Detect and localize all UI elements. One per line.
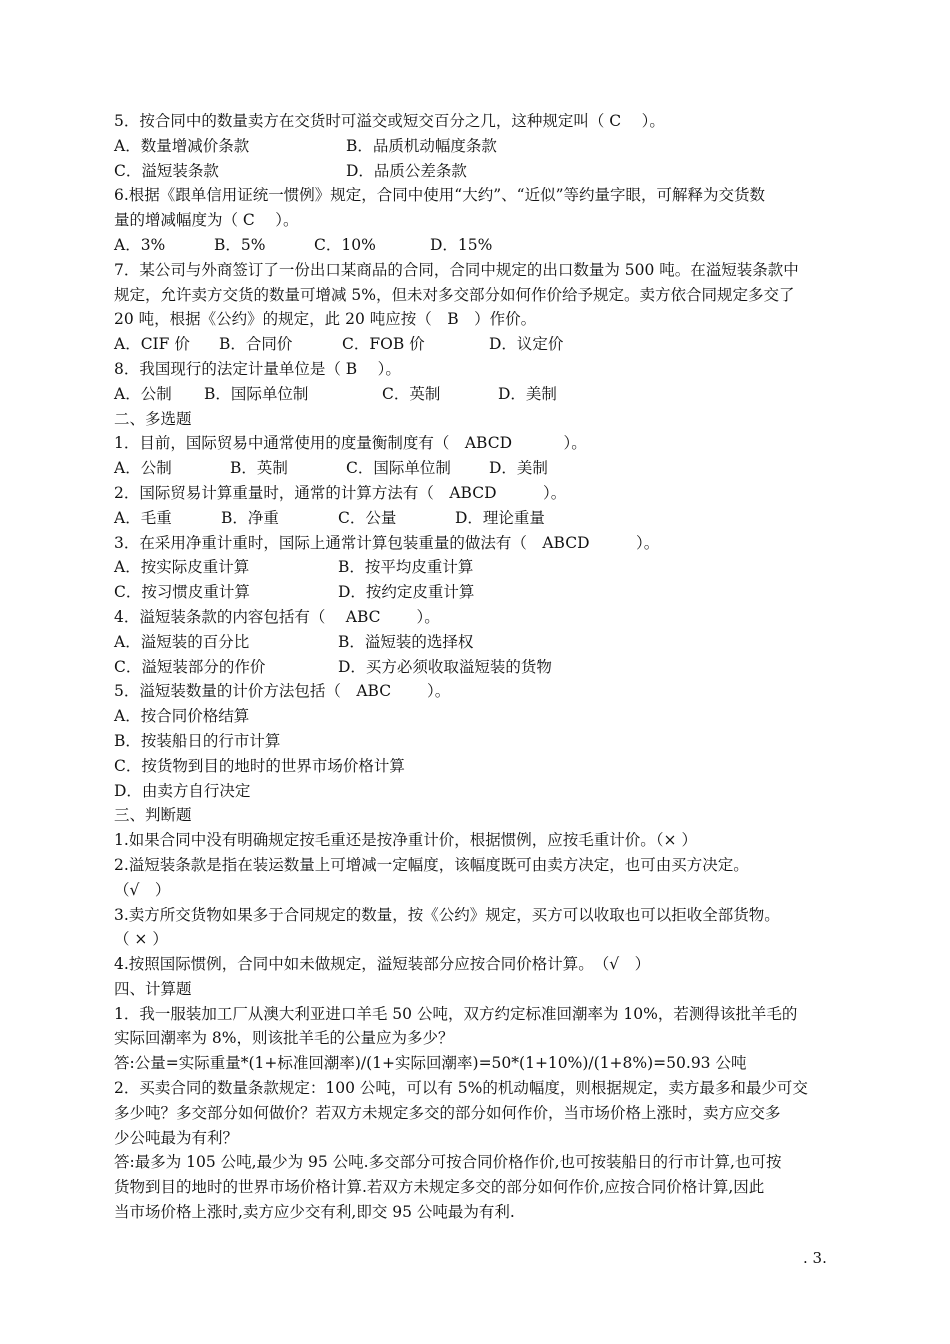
options-s1-6: [114, 233, 836, 258]
option-a: A．按实际皮重计算: [114, 558, 250, 577]
option-d: D．议定价: [489, 335, 564, 354]
options-s1-5: [114, 134, 836, 159]
question-s1-5: 5．按合同中的数量卖方在交货时可溢交或短交百分之几，这种规定叫（ C ）。: [114, 112, 665, 130]
calc-2-line3: 少公吨最为有利？: [114, 1128, 239, 1147]
question-s1-7-line2: 规定，允许卖方交货的数量可增减 5%，但未对多交部分如何作价给予规定。卖方依合同规定多交了: [114, 285, 795, 304]
section-heading-calculation: 四、计算题: [114, 979, 192, 998]
option-b: B．5%: [214, 235, 266, 254]
option-d: D．15%: [430, 235, 493, 254]
calc-2-answer-line3: 当市场价格上涨时,卖方应少交有利,即交 95 公吨最为有利.: [114, 1203, 515, 1222]
option-c: C．公量: [338, 508, 397, 527]
question-s1-6-line1: 6.根据《跟单信用证统一惯例》规定，合同中使用“大约”、“近似”等约量字眼，可解释为交货数: [114, 186, 765, 205]
option-a: A．3%: [114, 235, 166, 254]
option-b: B．英制: [230, 459, 288, 478]
question-s1-7-line1: 7．某公司与外商签订了一份出口某商品的合同，合同中规定的出口数量为 500 吨。在溢短装条款中: [114, 260, 799, 279]
judgment-2-line2: （√ ）: [114, 880, 171, 899]
option-a: A．CIF 价: [114, 335, 190, 354]
option-d: D．由卖方自行决定: [114, 781, 251, 800]
option-c: C．溢短装部分的作价: [114, 657, 266, 676]
option-d: D．买方必须收取溢短装的货物: [338, 657, 552, 676]
question-s1-8: 8．我国现行的法定计量单位是（ B ）。: [114, 359, 401, 378]
options-s2-2: [114, 506, 836, 531]
calc-2-answer-line2: 货物到目的地时的世界市场价格计算.若双方未规定多交的部分如何作价,应按合同价格计算,因此: [114, 1178, 765, 1197]
options-s1-5b: [114, 159, 836, 184]
page-content: [114, 109, 836, 1225]
option-b: B．品质机动幅度条款: [346, 136, 497, 155]
option-a: A．公制: [114, 459, 172, 478]
option-a: A．毛重: [114, 508, 172, 527]
option-a: A．公制: [114, 384, 172, 403]
option-d: D．品质公差条款: [346, 161, 467, 180]
options-s2-4b: [114, 655, 836, 680]
options-s2-3: [114, 555, 836, 580]
section-heading-true-false: 三、判断题: [114, 806, 192, 825]
judgment-1: 1.如果合同中没有明确规定按毛重还是按净重计价，根据惯例，应按毛重计价。（× ）: [114, 831, 697, 850]
options-s2-4: [114, 630, 836, 655]
section-heading-multiple-choice: 二、多选题: [114, 409, 192, 428]
page-number: . 3.: [803, 1249, 827, 1267]
calc-1-line1: 1．我一服装加工厂从澳大利亚进口羊毛 50 公吨，双方约定标准回潮率为 10%，若测得该批羊毛的: [114, 1004, 798, 1023]
option-b: B．国际单位制: [204, 384, 309, 403]
options-s2-1: [114, 456, 836, 481]
question-s2-4: 4．溢短装条款的内容包括有（ ABC ）。: [114, 607, 440, 626]
judgment-3-line2: （ × ）: [114, 930, 168, 949]
option-b: B．溢短装的选择权: [338, 632, 474, 651]
calc-2-line2: 多少吨？多交部分如何做价？若双方未规定多交的部分如何作价，当市场价格上涨时，卖方应交多: [114, 1103, 781, 1122]
option-b: B．按平均皮重计算: [338, 558, 474, 577]
question-s2-1: 1．目前，国际贸易中通常使用的度量衡制度有（ ABCD ）。: [114, 434, 587, 453]
calc-1-line2: 实际回潮率为 8%，则该批羊毛的公量应为多少？: [114, 1029, 454, 1048]
option-c: C．国际单位制: [346, 459, 451, 478]
option-a: A．数量增减价条款: [114, 136, 250, 155]
option-a: A．按合同价格结算: [114, 707, 250, 726]
option-c: C．FOB 价: [342, 335, 425, 354]
question-s1-6-line2: 量的增减幅度为（ C ）。: [114, 211, 299, 230]
judgment-2-line1: 2.溢短装条款是指在装运数量上可增减一定幅度，该幅度既可由卖方决定，也可由买方决定。: [114, 855, 749, 874]
option-c: C．英制: [382, 384, 441, 403]
option-d: D．美制: [489, 459, 548, 478]
option-d: D．理论重量: [455, 508, 545, 527]
question-s2-2: 2．国际贸易计算重量时，通常的计算方法有（ ABCD ）。: [114, 483, 567, 502]
option-b: B．合同价: [219, 335, 293, 354]
calc-2-answer-line1: 答:最多为 105 公吨,最少为 95 公吨.多交部分可按合同价格作价,也可按装船日的行市计算,也可按: [114, 1153, 782, 1172]
option-c: C．溢短装条款: [114, 161, 219, 180]
option-b: B．净重: [221, 508, 279, 527]
options-s1-8: [114, 382, 836, 407]
question-s2-3: 3．在采用净重计重时，国际上通常计算包装重量的做法有（ ABCD ）。: [114, 533, 660, 552]
option-c: C．按习惯皮重计算: [114, 583, 250, 602]
option-c: C．按货物到目的地时的世界市场价格计算: [114, 756, 405, 775]
calc-2-line1: 2．买卖合同的数量条款规定：100 公吨，可以有 5%的机动幅度，则根据规定，卖方最多和最少可交: [114, 1079, 808, 1098]
option-b: B．按装船日的行市计算: [114, 731, 281, 750]
judgment-3-line1: 3.卖方所交货物如果多于合同规定的数量，按《公约》规定，买方可以收取也可以拒收全部货物。: [114, 905, 780, 924]
option-c: C．10%: [314, 235, 376, 254]
options-s1-7: [114, 332, 836, 357]
question-s1-7-line3: 20 吨，根据《公约》的规定，此 20 吨应按（ B ）作价。: [114, 310, 537, 329]
calc-1-answer: 答:公量=实际重量*(1+标准回潮率)/(1+实际回潮率)=50*(1+10%)/(1+8%)=50.93 公吨: [114, 1054, 747, 1073]
option-d: D．美制: [498, 384, 557, 403]
question-s2-5: 5．溢短装数量的计价方法包括（ ABC ）。: [114, 682, 451, 701]
option-d: D．按约定皮重计算: [338, 583, 475, 602]
option-a: A．溢短装的百分比: [114, 632, 250, 651]
options-s2-3b: [114, 580, 836, 605]
judgment-4: 4.按照国际惯例，合同中如未做规定，溢短装部分应按合同价格计算。 （√ ）: [114, 955, 651, 974]
